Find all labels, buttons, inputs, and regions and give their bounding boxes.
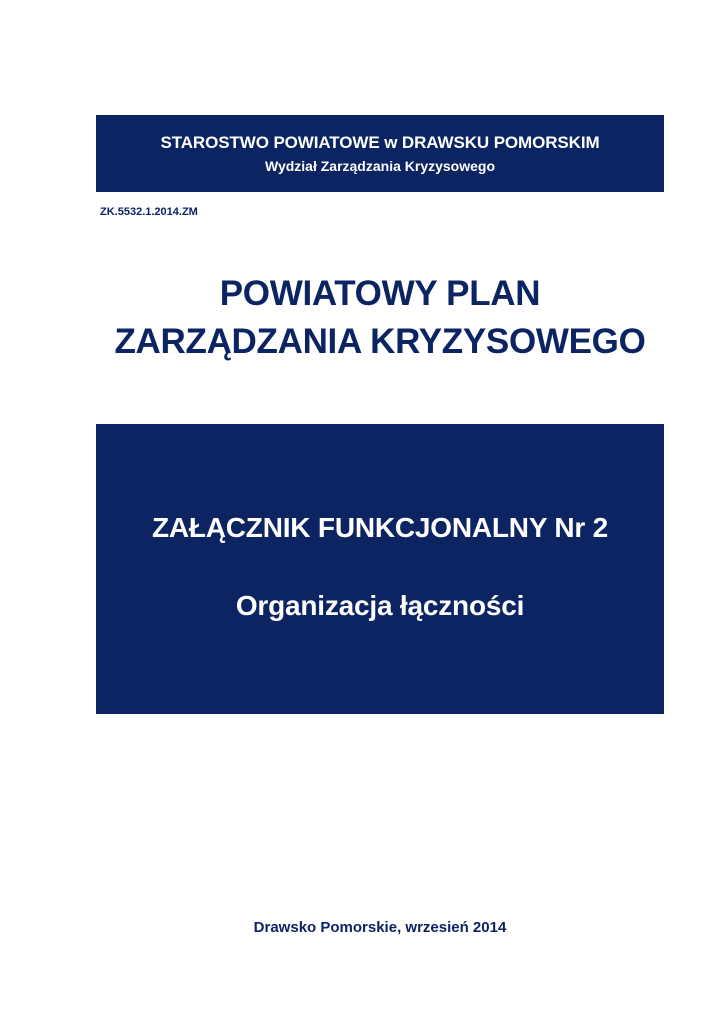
annex-subtitle: Organizacja łączności (235, 590, 525, 621)
document-reference: ZK.5532.1.2014.ZM (100, 206, 198, 218)
document-title-line1: POWIATOWY PLAN (219, 274, 541, 313)
department-name: Wydział Zarządzania Kryzysowego (264, 158, 496, 174)
institution-name: STAROSTWO POWIATOWE w DRAWSKU POMORSKIM (160, 133, 600, 152)
document-title (0, 270, 724, 366)
annex-title: ZAŁĄCZNIK FUNKCJONALNY Nr 2 (151, 512, 609, 543)
annex-banner (96, 424, 664, 714)
document-title-line2: ZARZĄDZANIA KRYZYSOWEGO (114, 322, 646, 361)
place-and-date: Drawsko Pomorskie, wrzesień 2014 (253, 919, 507, 936)
institution-header (96, 115, 664, 192)
